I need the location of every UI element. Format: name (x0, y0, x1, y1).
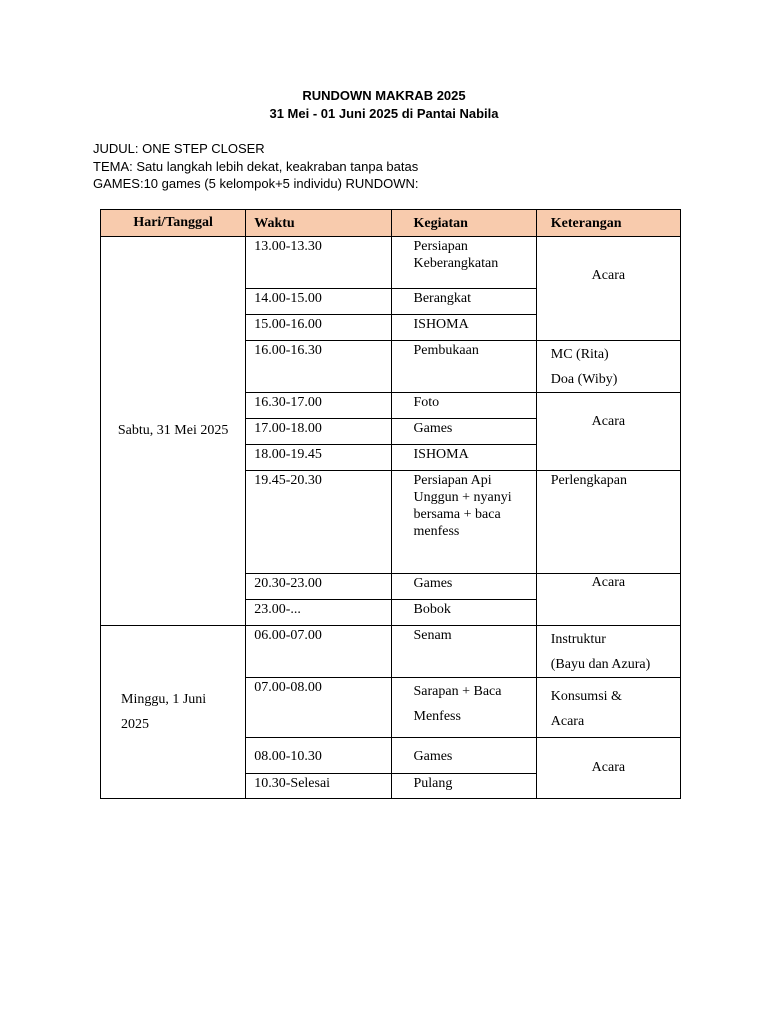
header-hari-tanggal: Hari/Tanggal (101, 210, 246, 237)
day-label: Sabtu, 31 Mei 2025 (117, 423, 229, 438)
keterangan-text: Perlengkapan (550, 473, 627, 488)
keterangan-text: Acara (591, 760, 626, 775)
kegiatan-line2: Menfess (413, 709, 461, 724)
waktu-cell: 15.00-16.00 (246, 315, 391, 341)
keterangan-cell (536, 471, 680, 574)
day-label-line1: Minggu, 1 Juni (121, 692, 207, 707)
keterangan-doa: Doa (Wiby) (550, 372, 618, 387)
keterangan-instruktur-2: (Bayu dan Azura) (550, 657, 651, 672)
kegiatan-cell: Persiapan Api Unggun + nyanyi bersama + baca menfess (391, 471, 536, 574)
waktu-cell: 07.00-08.00 (246, 678, 391, 738)
keterangan-text: Acara (591, 414, 626, 429)
document-subtitle: 31 Mei - 01 Juni 2025 di Pantai Nabila (269, 106, 499, 121)
waktu-cell: 16.30-17.00 (246, 393, 391, 419)
kegiatan-cell: Berangkat (391, 289, 536, 315)
waktu-cell: 18.00-19.45 (246, 445, 391, 471)
keterangan-instruktur-1: Instruktur (550, 632, 606, 647)
kegiatan-cell: Pembukaan (391, 341, 536, 393)
waktu-cell: 14.00-15.00 (246, 289, 391, 315)
keterangan-cell (536, 678, 680, 738)
header-waktu: Waktu (246, 210, 391, 237)
waktu-cell: 16.00-16.30 (246, 341, 391, 393)
kegiatan-cell (391, 678, 536, 738)
waktu-cell: 06.00-07.00 (246, 626, 391, 678)
waktu-cell: 10.30-Selesai (246, 774, 391, 799)
kegiatan-cell: Games (391, 738, 536, 774)
keterangan-cell (536, 237, 680, 341)
keterangan-cell (536, 574, 680, 626)
waktu-cell: 19.45-20.30 (246, 471, 391, 574)
day-label-line2: 2025 (121, 717, 149, 732)
keterangan-konsumsi-1: Konsumsi & (550, 689, 622, 704)
document-title: RUNDOWN MAKRAB 2025 (302, 88, 466, 103)
meta-games: GAMES:10 games (5 kelompok+5 individu) RUNDOWN: (93, 176, 419, 191)
keterangan-cell (536, 341, 680, 393)
waktu-cell: 13.00-13.30 (246, 237, 391, 289)
kegiatan-cell: ISHOMA (391, 445, 536, 471)
waktu-cell: 17.00-18.00 (246, 419, 391, 445)
keterangan-cell (536, 626, 680, 678)
keterangan-konsumsi-2: Acara (550, 714, 585, 729)
keterangan-cell (536, 393, 680, 471)
kegiatan-cell: Bobok (391, 600, 536, 626)
header-kegiatan: Kegiatan (391, 210, 536, 237)
kegiatan-cell: Games (391, 419, 536, 445)
header-keterangan: Keterangan (536, 210, 680, 237)
waktu-cell: 20.30-23.00 (246, 574, 391, 600)
waktu-cell: 08.00-10.30 (246, 738, 391, 774)
kegiatan-cell: Persiapan Keberangkatan (391, 237, 536, 289)
keterangan-text: Acara (591, 575, 626, 590)
meta-judul: JUDUL: ONE STEP CLOSER (93, 141, 265, 156)
kegiatan-cell: ISHOMA (391, 315, 536, 341)
table-row (101, 237, 681, 289)
kegiatan-cell: Pulang (391, 774, 536, 799)
keterangan-cell (536, 738, 680, 799)
document-header (0, 87, 768, 123)
day-cell-minggu (101, 626, 246, 799)
kegiatan-cell: Foto (391, 393, 536, 419)
table-row (101, 626, 681, 678)
kegiatan-cell: Games (391, 574, 536, 600)
waktu-cell: 23.00-... (246, 600, 391, 626)
day-cell-sabtu (101, 237, 246, 626)
meta-tema: TEMA: Satu langkah lebih dekat, keakraban tanpa batas (93, 158, 419, 174)
kegiatan-cell: Senam (391, 626, 536, 678)
document-meta (93, 140, 418, 193)
keterangan-mc: MC (Rita) (550, 347, 609, 362)
table-header-row (101, 210, 681, 237)
kegiatan-line1: Sarapan + Baca (413, 684, 502, 699)
rundown-table (100, 209, 681, 799)
keterangan-text: Acara (591, 268, 626, 283)
